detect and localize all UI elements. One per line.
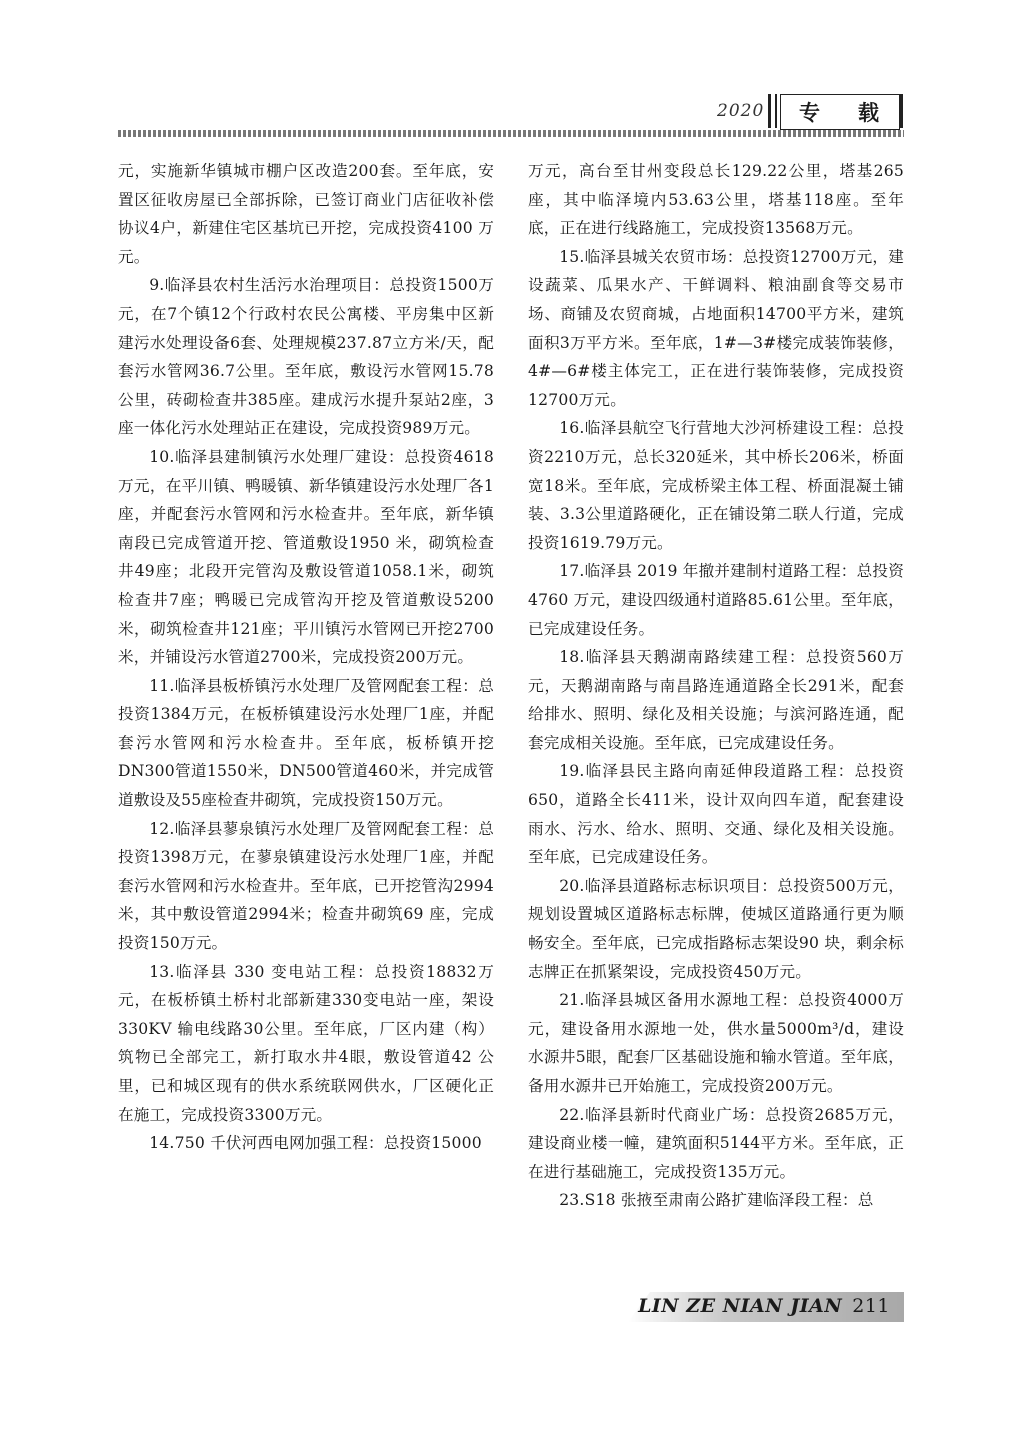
paragraph: 15.临泽县城关农贸市场：总投资12700万元，建设蔬菜、瓜果水产、干鲜调料、粮油副食等交易市场、商铺及农贸商城，占地面积14700平方米，建筑面积3万平方米。至年底，1#—3#楼完成装饰装修，4#—6#楼主体完工，正在进行装饰装修，完成投资12700万元。 (528, 247, 904, 409)
paragraph: 万元，高台至甘州变段总长129.22公里，塔基265座，其中临泽境内53.63公里，塔基118座。至年底，正在进行线路施工，完成投资13568万元。 (528, 162, 904, 238)
header-rule (118, 130, 904, 137)
paragraph: 11.临泽县板桥镇污水处理厂及管网配套工程：总投资1384万元，在板桥镇建设污水处理厂1座，并配套污水管网和污水检查井。至年底，板桥镇开挖DN300管道1550米，DN500管道460米，并完成管道敷设及55座检查井砌筑，完成投资150万元。 (118, 676, 494, 810)
header-divider (775, 94, 777, 128)
section-label (780, 94, 900, 130)
paragraph: 元，实施新华镇城市棚户区改造200套。至年底，安置区征收房屋已全部拆除，已签订商业门店征收补偿协议4户，新建住宅区基坑已开挖，完成投资4100 万元。 (118, 162, 494, 266)
paragraph: 19.临泽县民主路向南延伸段道路工程：总投资650，道路全长411米，设计双向四车道，配套建设雨水、污水、给水、照明、交通、绿化及相关设施。至年底，已完成建设任务。 (528, 762, 904, 867)
header-divider (900, 94, 903, 128)
paragraph: 13.临泽县 330 变电站工程：总投资18832万元，在板桥镇土桥村北部新建330变电站一座，架设330KV 输电线路30公里。至年底，厂区内建（构）筑物已全部完工，新打取水井4眼，敷设管道42 公里，已和城区现有的供水系统联网供水，厂区硬化正在施工，完成投资3300万元。 (118, 962, 494, 1124)
year-mark: 2020 (717, 101, 765, 121)
paragraph: 18.临泽县天鹅湖南路续建工程：总投资560万元，天鹅湖南路与南昌路连通道路全长291米，配套给排水、照明、绿化及相关设施；与滨河路连通，配套完成相关设施。至年底，已完成建设任务。 (528, 648, 904, 752)
page-number: 211 (852, 1295, 890, 1317)
paragraph: 16.临泽县航空飞行营地大沙河桥建设工程：总投资2210万元，总长320延米，其中桥长206米，桥面宽18米。至年底，完成桥梁主体工程、桥面混凝土铺装、3.3公里道路硬化，正在铺设第二联人行道，完成投资1619.79万元。 (528, 419, 904, 552)
footer-text (638, 1295, 890, 1317)
paragraph: 22.临泽县新时代商业广场：总投资2685万元，建设商业楼一幢，建筑面积5144平方米。至年底，正在进行基础施工，完成投资135万元。 (528, 1105, 904, 1181)
page-header (0, 0, 1020, 140)
page-footer (628, 1292, 904, 1322)
right-column (528, 157, 904, 1215)
paragraph: 12.临泽县蓼泉镇污水处理厂及管网配套工程：总投资1398万元，在蓼泉镇建设污水处理厂1座，并配套污水管网和污水检查井。至年底，已开挖管沟2994米，其中敷设管道2994米；检查井砌筑69 座，完成投资150万元。 (118, 819, 494, 953)
section-char: 载 (858, 101, 881, 125)
paragraph: 21.临泽县城区备用水源地工程：总投资4000万元，建设备用水源地一处，供水量5000m³/d，建设水源井5眼，配套厂区基础设施和输水管道。至年底，备用水源井已开始施工，完成投资200万元。 (528, 991, 904, 1095)
paragraph: 14.750 千伏河西电网加强工程：总投资15000 (149, 1134, 482, 1153)
header-divider (768, 94, 771, 128)
paragraph: 17.临泽县 2019 年撤并建制村道路工程：总投资4760 万元，建设四级通村道路85.61公里。至年底，已完成建设任务。 (528, 562, 904, 638)
journal-name: LIN ZE NIAN JIAN (638, 1295, 843, 1317)
paragraph: 9.临泽县农村生活污水治理项目：总投资1500万元，在7个镇12个行政村农民公寓楼、平房集中区新建污水处理设备6套、处理规模237.87立方米/天，配套污水管网36.7公里。至年底，敷设污水管网15.78公里，砖砌检查井385座。建成污水提升泵站2座，3座一体化污水处理站正在建设，完成投资989万元。 (118, 276, 494, 438)
left-column (118, 157, 494, 1158)
paragraph: 10.临泽县建制镇污水处理厂建设：总投资4618 万元，在平川镇、鸭暖镇、新华镇建设污水处理厂各1座，并配套污水管网和污水检查井。至年底，新华镇南段已完成管道开挖、管道敷设1950 米，砌筑检查井49座；北段开完管沟及敷设管道1058.1米，砌筑检查井7座；鸭暖已完成管沟开挖及管道敷设5200米，砌筑检查井121座；平川镇污水管网已开挖2700米，并铺设污水管道2700米，完成投资200万元。 (118, 447, 494, 667)
paragraph: 23.S18 张掖至肃南公路扩建临泽段工程：总 (559, 1191, 874, 1210)
paragraph: 20.临泽县道路标志标识项目：总投资500万元，规划设置城区道路标志标牌，使城区道路通行更为顺畅安全。至年底，已完成指路标志架设90 块，剩余标志牌正在抓紧架设，完成投资450万元。 (528, 876, 904, 981)
section-char: 专 (799, 101, 822, 125)
